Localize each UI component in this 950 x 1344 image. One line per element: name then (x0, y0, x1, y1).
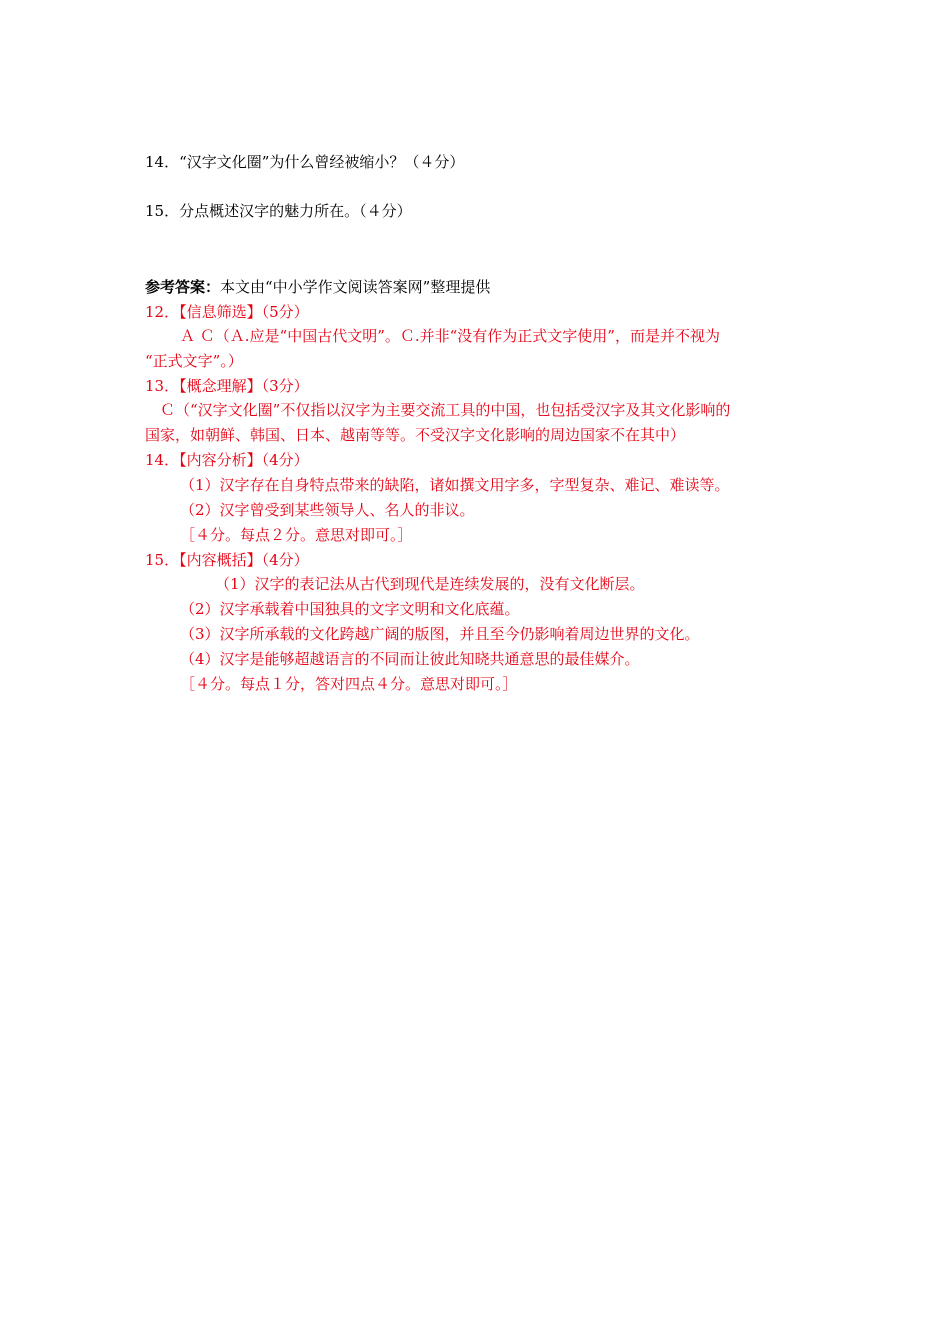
answer-15-point-3: （3）汉字所承载的文化跨越广阔的版图，并且至今仍影响着周边世界的文化。 (180, 625, 700, 643)
answer-15-title: 15．【内容概括】（4分） (145, 551, 309, 569)
answer-13-line1: Ｃ（“汉字文化圈”不仅指以汉字为主要交流工具的中国，也包括受汉字及其文化影响的 (160, 401, 731, 419)
answer-12-line1: Ａ Ｃ（Ａ.应是“中国古代文明”。Ｃ.并非“没有作为正式文字使用”，而是并不视为 (180, 327, 720, 345)
answer-14-scoring: ［４分。每点２分。意思对即可。］ (180, 526, 413, 544)
answer-14-title: 14．【内容分析】（4分） (145, 451, 309, 469)
answer-13-line2: 国家，如朝鲜、韩国、日本、越南等等。不受汉字文化影响的周边国家不在其中） (145, 426, 686, 444)
answer-14-point-1: （1）汉字存在自身特点带来的缺陷，诸如撰文用字多，字型复杂、难记、难读等。 (180, 476, 730, 494)
answer-header-source: 本文由“中小学作文阅读答案网”整理提供 (220, 278, 491, 296)
question-14: 14．“汉字文化圈”为什么曾经被缩小？（４分） (145, 153, 465, 171)
answer-header-label: 参考答案： (145, 278, 221, 296)
answer-15-scoring: ［４分。每点１分，答对四点４分。意思对即可。］ (180, 675, 518, 693)
answer-13-title: 13．【概念理解】（3分） (145, 377, 309, 395)
answer-14-point-2: （2）汉字曾受到某些领导人、名人的非议。 (180, 501, 475, 519)
answer-header (145, 277, 490, 297)
answer-15-point-1: （1）汉字的表记法从古代到现代是连续发展的，没有文化断层。 (215, 575, 645, 593)
question-15: 15．分点概述汉字的魅力所在。（４分） (145, 202, 412, 220)
answer-12-line2: “正式文字”。） (145, 352, 243, 370)
answer-15-point-2: （2）汉字承载着中国独具的文字文明和文化底蕴。 (180, 600, 520, 618)
answer-12-title: 12．【信息筛选】（5分） (145, 303, 309, 321)
answer-15-point-4: （4）汉字是能够超越语言的不同而让彼此知晓共通意思的最佳媒介。 (180, 650, 640, 668)
